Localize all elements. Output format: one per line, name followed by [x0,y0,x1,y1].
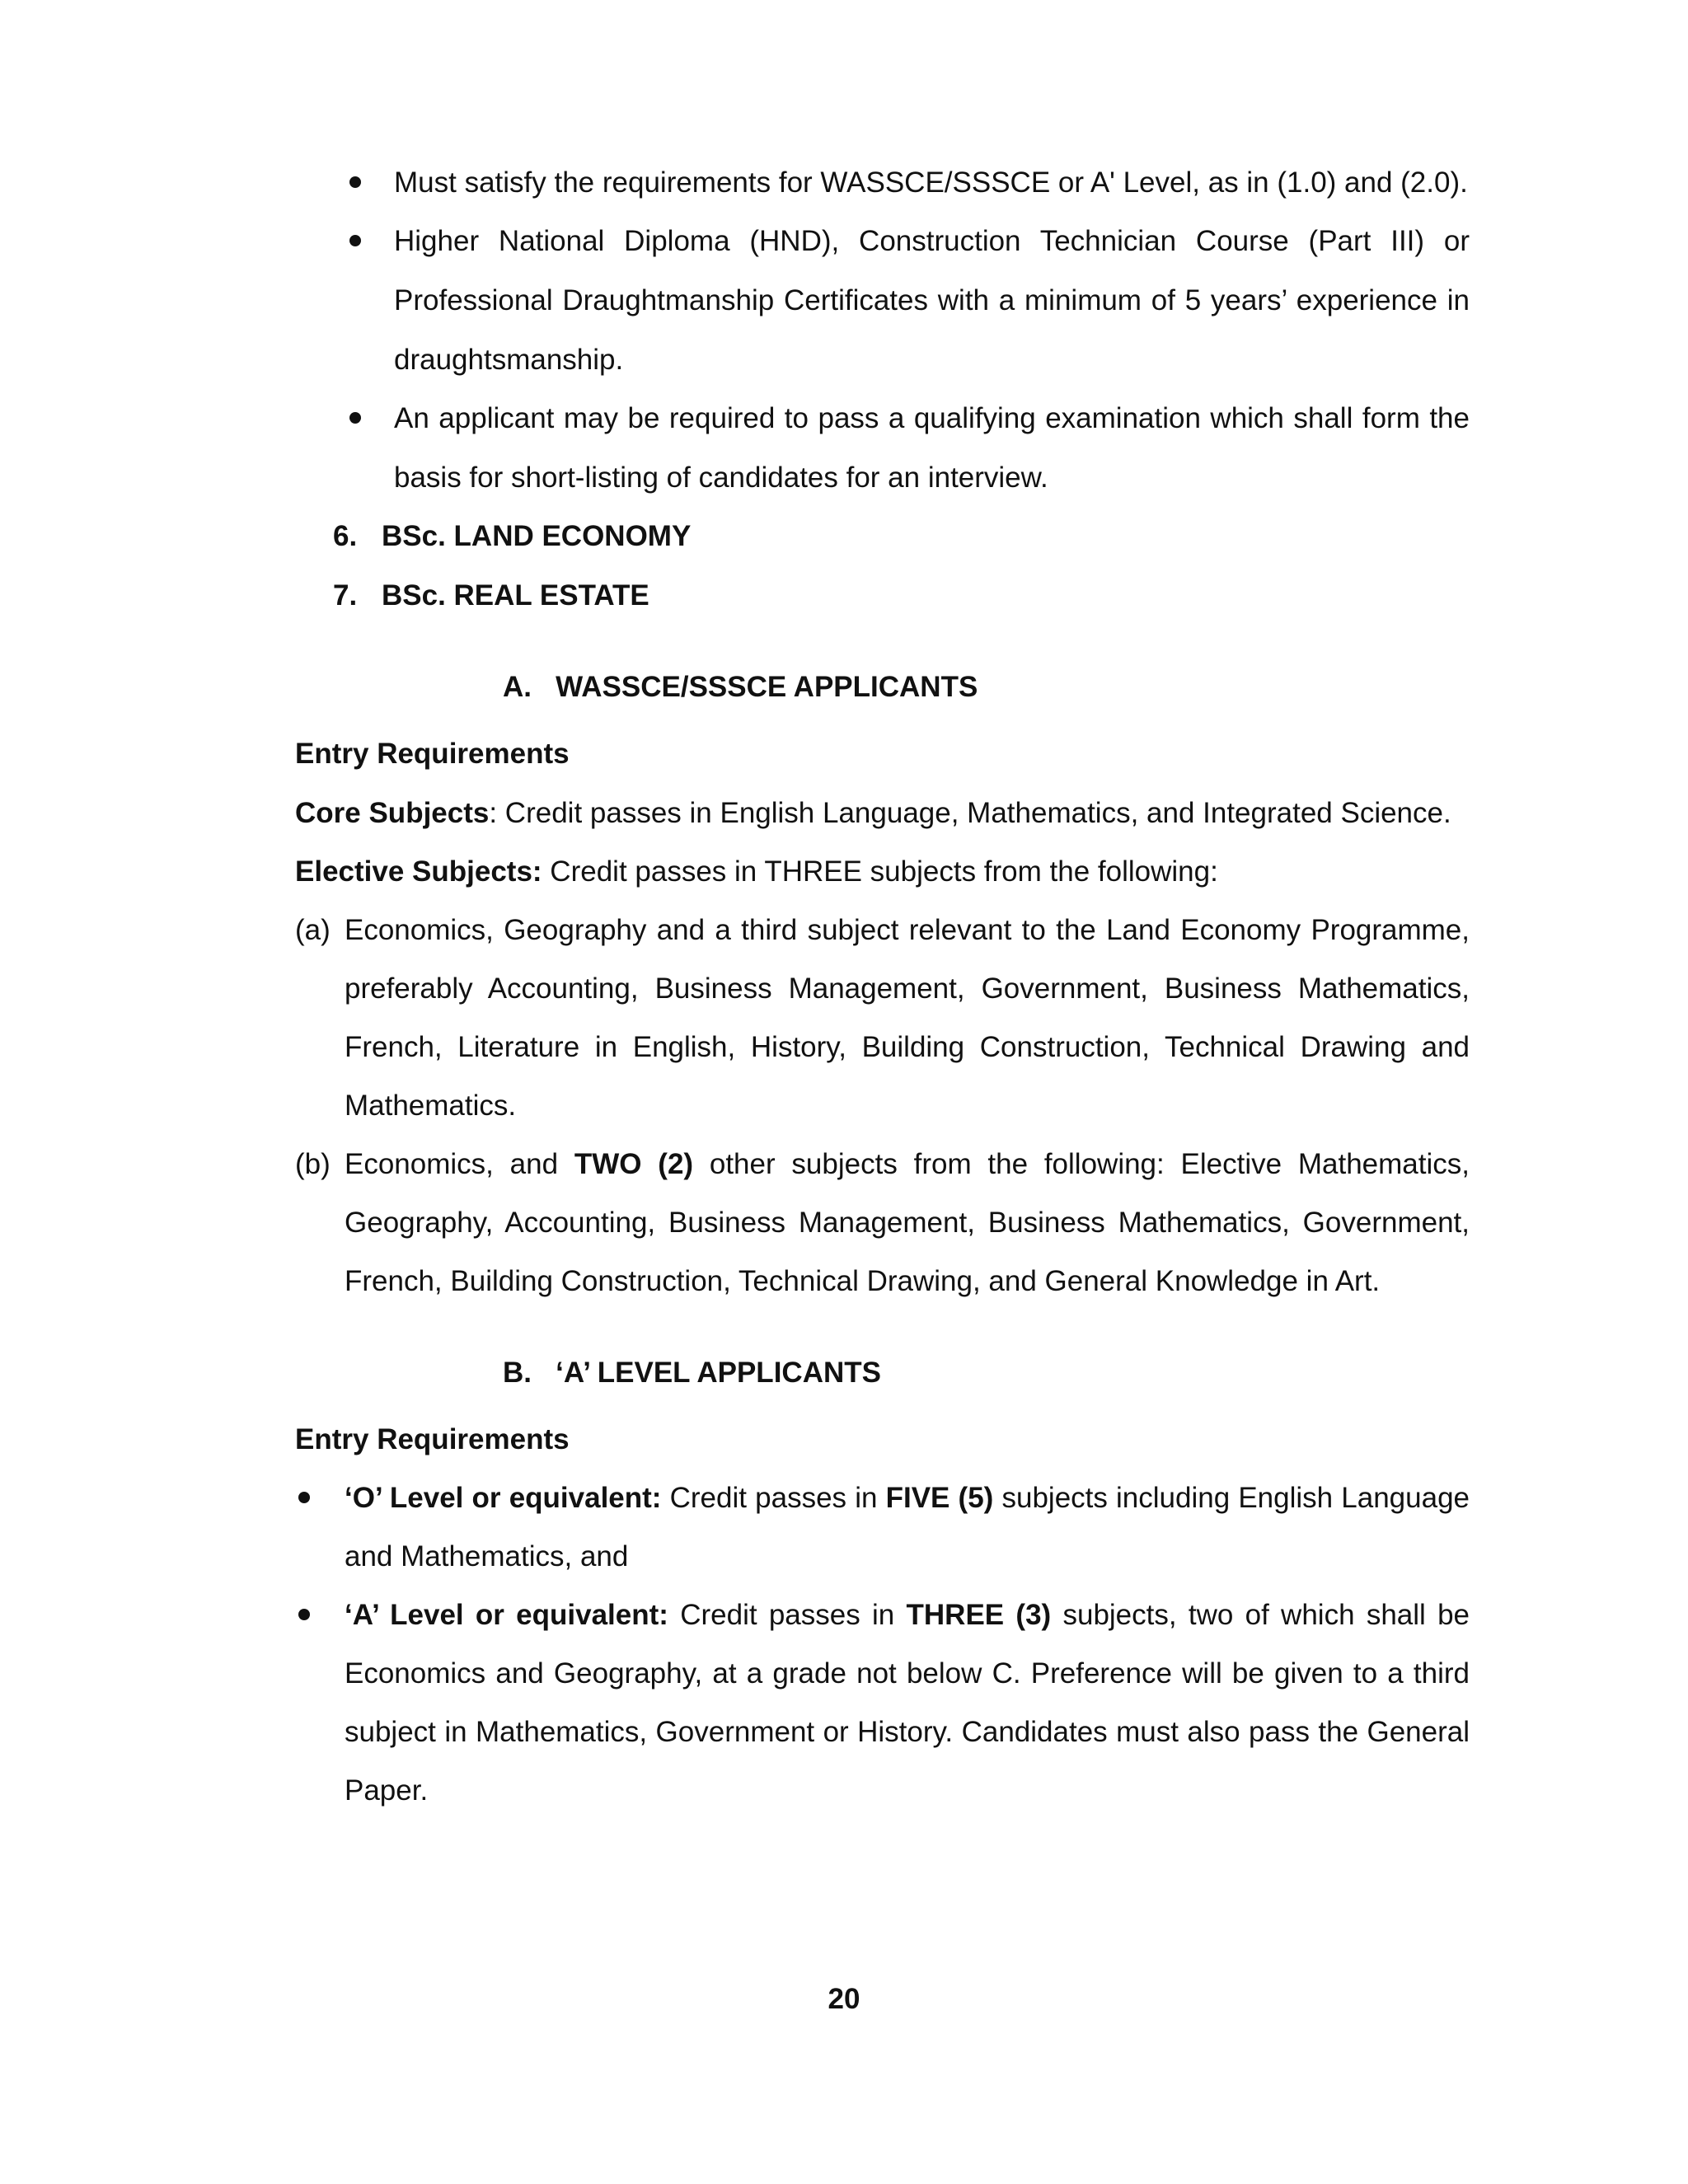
a-level-bold: THREE (3) [906,1599,1052,1631]
section-heading: A. WASSCE/SSSCE APPLICANTS [503,671,978,703]
programme-number: 6. [333,520,358,552]
option-b-text-start: Economics, and [345,1148,574,1180]
bullet-icon [349,235,361,246]
o-level-text: and Mathematics, and [345,1540,629,1572]
option-b-bold: TWO (2) [574,1148,694,1180]
programme-title: BSc. REAL ESTATE [382,579,649,612]
a-level-text: subject in Mathematics, Government or History. Candidates must also pass the General [345,1716,1470,1748]
bullet-icon [349,412,361,424]
option-a-text: preferably Accounting, Business Management, Government, Business Mathematics, [345,972,1470,1005]
entry-requirements-heading: Entry Requirements [295,738,570,770]
option-marker: (a) [295,914,331,946]
option-a-text: French, Literature in English, History, Building Construction, Technical Drawing and [345,1031,1470,1063]
page-number: 20 [828,1983,860,2015]
bullet-text: Must satisfy the requirements for WASSCE/SSSCE or A' Level, as in (1.0) and (2.0). [394,166,1468,199]
elective-subjects-label: Elective Subjects: [295,855,542,888]
programme-title: BSc. LAND ECONOMY [382,520,692,552]
bullet-text: basis for short-listing of candidates for an interview. [394,462,1048,494]
option-b-text [345,1145,1470,1184]
option-marker: (b) [295,1148,331,1180]
option-a-text: Mathematics. [345,1090,517,1122]
a-level-text: Economics and Geography, at a grade not below C. Preference will be given to a third [345,1657,1470,1690]
bullet-icon [298,1492,310,1503]
o-level-pre: Credit passes in [661,1482,886,1514]
o-level-bold: FIVE (5) [885,1482,994,1514]
o-level-post: subjects including English Language [993,1482,1470,1514]
a-level-label: ‘A’ Level or equivalent: [345,1599,668,1631]
option-b-text: French, Building Construction, Technical Drawing, and General Knowledge in Art. [345,1265,1381,1297]
a-level-text: Paper. [345,1774,429,1807]
option-b-text: Geography, Accounting, Business Management, Business Mathematics, Government, [345,1207,1470,1239]
option-b-text-end: other subjects from the following: Elective Mathematics, [693,1148,1470,1180]
core-subjects [295,794,1451,833]
option-a-text: Economics, Geography and a third subject relevant to the Land Economy Programme, [345,914,1470,946]
bullet-text: Higher National Diploma (HND), Construction Technician Course (Part III) or [394,225,1470,257]
entry-requirements-heading: Entry Requirements [295,1423,570,1455]
a-level-pre: Credit passes in [668,1599,907,1631]
core-subjects-label: Core Subjects [295,797,490,829]
bullet-text: Professional Draughtmanship Certificates with a minimum of 5 years’ experience in [394,284,1470,316]
bullet-icon [349,176,361,188]
elective-subjects [295,852,1218,892]
bullet-icon [298,1609,310,1620]
a-level-text [345,1596,1470,1635]
section-heading: B. ‘A’ LEVEL APPLICANTS [503,1357,881,1389]
bullet-text: An applicant may be required to pass a qualifying examination which shall form the [394,402,1470,434]
a-level-post: subjects, two of which shall be [1051,1599,1470,1631]
bullet-text: draughtsmanship. [394,344,624,376]
o-level-label: ‘O’ Level or equivalent: [345,1482,662,1514]
elective-subjects-text: Credit passes in THREE subjects from the following: [542,855,1218,888]
programme-number: 7. [333,579,358,612]
o-level-text [345,1479,1470,1518]
core-subjects-text: : Credit passes in English Language, Mathematics, and Integrated Science. [489,797,1451,829]
